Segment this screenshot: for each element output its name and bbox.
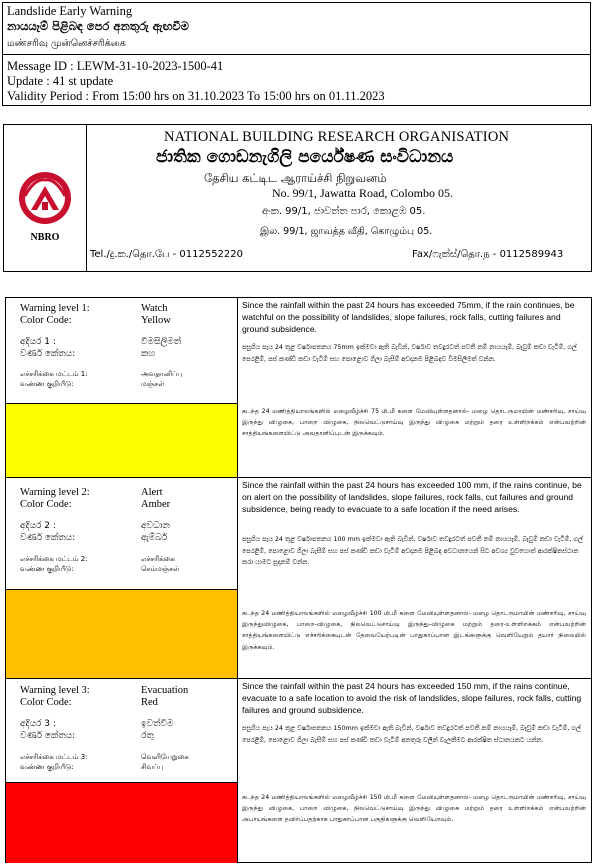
level-2-color-label-ta: வண்ண குறியீடு: bbox=[20, 565, 74, 573]
level-1-label-si: අදියර 1 : bbox=[20, 337, 56, 347]
level-3-color-label-si: වර්ණ කේතය: bbox=[20, 731, 76, 741]
level-3-color-label-en: Color Code: bbox=[20, 697, 72, 708]
level-3-color-label-ta: வண்ண குறியீடு: bbox=[20, 763, 74, 771]
title-si: නායයෑම් පිළිබඳ පෙර අනතුරු ඇඟවීම bbox=[7, 19, 189, 33]
level-3-text-en: Since the rainfall within the past 24 hours has exceeded 150 mm, if the rains continue, evacuate to a safe location to avoid the risk of landslides, slope failures, rock falls, cutting failures and ground subsidence. bbox=[242, 681, 582, 716]
level-2-name-si: අවධාන bbox=[141, 521, 170, 531]
warning-header bbox=[2, 2, 591, 106]
title-en: Landslide Early Warning bbox=[7, 4, 133, 18]
level-3-label-ta: எச்சரிக்கை மட்டம் 3: bbox=[20, 753, 88, 761]
level-1-color-name: Yellow bbox=[141, 315, 171, 326]
level-1-label-ta: எச்சரிக்கை மட்டம் 1: bbox=[20, 370, 88, 378]
level-2-label-si: අදියර 2 : bbox=[20, 521, 56, 531]
logo-cell bbox=[4, 125, 87, 271]
fax: Fax/ෆැක්ස්/தொ.ந - 0112589943 bbox=[412, 249, 564, 260]
level-row-3 bbox=[6, 679, 591, 862]
level-2-color-name: Amber bbox=[141, 499, 171, 510]
level-1-color-label-si: වර්ණ කේතය: bbox=[20, 349, 76, 359]
telephone: Tel./දු.ක./தொ.பே - 0112552220 bbox=[90, 249, 244, 260]
level-1-color-label-ta: வண்ண குறியீடு: bbox=[20, 380, 74, 388]
level-3-name-en: Evacuation bbox=[141, 685, 189, 696]
level-3-color-name-si: රතු bbox=[141, 731, 154, 741]
level-1-name-en: Watch bbox=[141, 303, 168, 314]
level-3-name-ta: வெளியேறுகை bbox=[141, 753, 189, 761]
level-2-name-en: Alert bbox=[141, 487, 163, 498]
organisation-block bbox=[3, 124, 592, 272]
level-1-name-ta: அவதானிப்பு bbox=[141, 370, 183, 378]
level-2-name-ta: எச்சரிக்கை bbox=[141, 555, 175, 563]
level-1-label-en: Warning level 1: bbox=[20, 303, 90, 314]
warning-levels-table bbox=[5, 297, 592, 863]
level-2-text-en: Since the rainfall within the past 24 hours has exceeded 100 mm, if the rains continue, be on alert on the possibility of landslides, slope failures, rock falls, cut failures and ground subsidence, being ready to evacuate to a safe location if the need arises. bbox=[242, 480, 582, 515]
level-1-color-name-ta: மஞ்சள் bbox=[141, 380, 165, 388]
level-1-text-ta: கடந்த 24 மணித்தியாலங்களில் மழைவீழ்ச்சி 75 மி.மீ களை மேவியுள்ளதனால்- மழை தொடருமாயின் மண்சரிவு, சாய்வு இருந்து விழுகை, பாறை விழுகை, நிலவெட்டுசாய்வு இருந்து விழுகை மற்றும் தரை உள்ளிறக்கம் என்பவற்றின் சாத்தியங்களையிட்டு அவதானிப்புடன் இருக்கவும். bbox=[242, 408, 586, 438]
level-row-2 bbox=[6, 478, 591, 678]
nbro-logo-icon bbox=[15, 168, 75, 228]
level-3-color-name: Red bbox=[141, 697, 158, 708]
address-en: No. 99/1, Jawatta Road, Colombo 05. bbox=[272, 186, 453, 200]
level-3-label-en: Warning level 3: bbox=[20, 685, 90, 696]
logo-label: NBRO bbox=[30, 232, 60, 243]
level-3-name-si: ඉවත්වීම bbox=[141, 719, 174, 729]
level-2-color-label-en: Color Code: bbox=[20, 499, 72, 510]
org-name-en: NATIONAL BUILDING RESEARCH ORGANISATION bbox=[164, 129, 510, 145]
validity-period: Validity Period : From 15:00 hrs on 31.10.2023 To 15:00 hrs on 01.11.2023 bbox=[7, 89, 385, 103]
level-1-color-swatch bbox=[6, 403, 237, 478]
update-number: Update : 41 st update bbox=[7, 74, 114, 88]
level-1-text-si: පසුගිය පැය 24 තුළ වර්ෂාපතනය 75mm ඉක්මවා ඇති බැවින්, වර්ෂාව තවදුරටත් පවතී නම් නායයෑම්, බෑවුම් කඩා වැටීම්, ගල් පෙරළීම්, පස් කණ්ඩි කඩා වැටීම් සහ පොළොව ගිලා බැසීම් අවදානම පිළිබඳව විමසිලිමත් වන්න. bbox=[242, 343, 577, 363]
level-2-text-ta: கடந்த 24 மணித்தியாலங்களில் மழைவீழ்ச்சி 100 மி.மீ களை மேவியுள்ளதனால்- மழை தொடருமாயின் மண்சரிவு, சாய்வு இருந்துவிழுகை, பாறை-விழுகை, நிலவெட்டுசாய்வு இருந்து-விழுகை மற்றும் தரை-உள்ளிறக்கம் என்பவற்றின் சாத்தியங்களையிட்டு எச்சரிக்கையுடன் தேவையேற்படின் பாதுகாப்பான இடங்களுக்கு வெளியேறும் தயார் நிலையில் இருக்கவும். bbox=[242, 610, 586, 651]
level-3-color-swatch bbox=[6, 782, 237, 863]
message-id: Message ID : LEWM-31-10-2023-1500-41 bbox=[7, 59, 224, 73]
level-1-color-label-en: Color Code: bbox=[20, 315, 72, 326]
level-2-color-swatch bbox=[6, 589, 237, 679]
level-3-label-si: අදියර 3 : bbox=[20, 719, 56, 729]
level-1-text-en: Since the rainfall within the past 24 hours has exceeded 75mm, if the rain continues, be watchful on the possibility of landslides, slope failures, rock falls, cutting failures and ground subsidence. bbox=[242, 300, 575, 335]
address-si: අංක. 99/1, ජාවත්ත පාර, කොළඹ 05. bbox=[262, 206, 426, 217]
level-row-1 bbox=[6, 298, 591, 477]
level-2-label-en: Warning level 2: bbox=[20, 487, 90, 498]
org-name-si: ජාතික ගොඩනැගිලි පර්යේෂණ සංවිධානය bbox=[156, 147, 454, 167]
level-1-color-name-si: කහ bbox=[141, 349, 156, 359]
level-2-label-ta: எச்சரிக்கை மட்டம் 2: bbox=[20, 555, 88, 563]
level-2-color-label-si: වර්ණ කේතය: bbox=[20, 533, 76, 543]
level-3-color-name-ta: சிவப்பு bbox=[141, 763, 164, 771]
level-2-color-name-ta: செம்மஞ்சள் bbox=[141, 565, 180, 573]
title-ta: மண்சரிவு முன்னெச்சரிக்கை bbox=[7, 38, 126, 49]
level-1-name-si: විමසිලිමත් bbox=[141, 337, 182, 347]
header-divider bbox=[3, 54, 590, 55]
org-name-ta: தேசிய கட்டிட ஆராய்ச்சி நிறுவனம் bbox=[204, 171, 387, 185]
level-2-text-si: පසුගිය පැය 24 තුළ වර්ෂාපතනය 100 mm ඉක්මවා ඇති බැවින්, වර්ෂාව තවදුරටත් පවතී නම් නායයෑම්, බෑවුම් කඩා වැටීම්, ගල් පෙරළීම්, පොළොව ගිලා බැසීම් සහ පස් කණ්ඩි කඩා වැටීම් අවදානම පිළිබඳ අවධානයෙන් සිට අවශ්‍ය වුවහොත් ආරක්ෂිතස්ථාන කරා යාමට සූදානම් වන්න. bbox=[242, 535, 583, 566]
address-ta: இல. 99/1, ஜாவத்த வீதி, கொழும்பு 05. bbox=[260, 226, 433, 237]
level-2-color-name-si: ඇම්බර් bbox=[141, 533, 168, 543]
level-3-text-ta: கடந்த 24 மணித்தியாலங்களில் மழைவீழ்ச்சி 150 மி.மீ களை மேவியுள்ளதனால்- மழை தொடருமாயின் மண்சரிவு, சாய்வு இருந்து விழுகை, பாறை விழுகை, நிலவெட்டுசாய்வு இருந்து விழுகை மற்றும் தரை உள்ளிறக்கம் என்பவற்றின் அபாயங்களை தவிர்ப்பதற்காக பாதுகாப்பான பகுதிகளுக்கு வெளியேறவும். bbox=[242, 794, 586, 824]
level-3-text-si: පසුගිය පැය 24 තුළ වර්ෂාපතනය 150mm ඉක්මවා ඇති බැවින්, වර්ෂාව තවදුරටත් පවතී නම් නායයෑම්, බෑවුම් කඩා වැටීම්, ගල් පෙරළීම්, පොළොව ගිලා බැසීම් සහ පස් කණ්ඩි කඩා වැටීම් අනතුරු වලින් වැලකීමට ආරක්ෂිත ස්ථානයකට යන්න. bbox=[242, 724, 581, 744]
